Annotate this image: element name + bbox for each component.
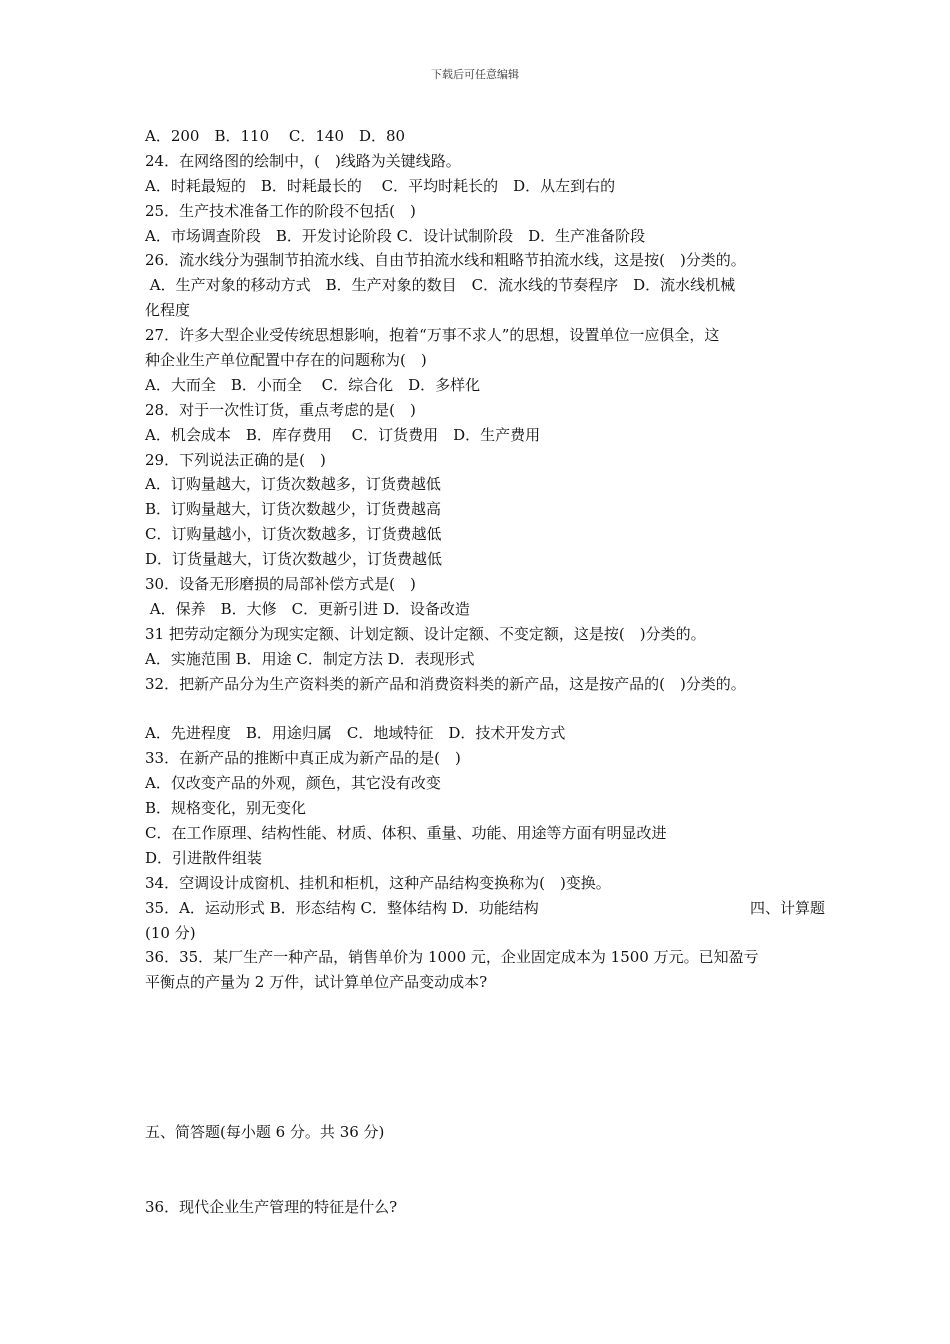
section-four-heading: 四、计算题 [749,898,825,917]
text-line: 29．下列说法正确的是( ) [145,450,326,469]
question-35-line [145,896,825,921]
text-line: A．订购量越大，订货次数越多，订货费越低 [145,475,441,494]
page-header: 下载后可任意编辑 [431,68,519,81]
text-line: A．200 B．110 C．140 D．80 [145,127,406,145]
text-line: (10 分) [145,923,196,942]
document-body [145,124,825,995]
text-line: A．生产对象的移动方式 B．生产对象的数目 C．流水线的节奏程序 D．流水线机械 [145,276,736,295]
text-line: 34．空调设计成窗机、挂机和柜机，这种产品结构变换称为( )变换。 [145,873,611,892]
text-line: 26．流水线分为强制节拍流水线、自由节拍流水线和粗略节拍流水线，这是按( )分类的。 [145,251,746,270]
blank-line [145,696,825,721]
text-line: 36．35．某厂生产一种产品，销售单价为 1000 元，企业固定成本为 1500 万元。已知盈亏 [145,948,759,967]
text-line: A．保养 B．大修 C．更新引进 D．设备改造 [145,599,470,618]
text-line: 31 把劳动定额分为现实定额、计划定额、设计定额、不变定额，这是按( )分类的。 [145,624,706,643]
text-line: A．先进程度 B．用途归属 C．地域特征 D．技术开发方式 [145,724,566,743]
text-line: A．实施范围 B．用途 C．制定方法 D．表现形式 [145,649,475,668]
text-line: 平衡点的产量为 2 万件，试计算单位产品变动成本? [145,973,488,992]
question-35-options: 35．A．运动形式 B．形态结构 C．整体结构 D．功能结构 [145,898,539,917]
text-line: 30．设备无形磨损的局部补偿方式是( ) [145,575,416,594]
text-line: A．机会成本 B．库存费用 C．订货费用 D．生产费用 [145,425,541,444]
text-line: B．订购量越大，订货次数越少，订货费越高 [145,500,442,519]
text-line: 25．生产技术准备工作的阶段不包括( ) [145,201,416,220]
text-line: 28．对于一次性订货，重点考虑的是( ) [145,400,416,419]
text-line: 27．许多大型企业受传统思想影响，抱着“万事不求人”的思想，设置单位一应俱全，这 [145,326,720,345]
text-line: A．市场调查阶段 B．开发讨论阶段 C．设计试制阶段 D．生产准备阶段 [145,226,646,245]
text-line: D．订货量越大，订货次数越少，订货费越低 [145,550,443,569]
text-line: C．订购量越小，订货次数越多，订货费越低 [145,525,442,544]
text-line: A．大而全 B．小而全 C．综合化 D．多样化 [145,375,481,394]
text-line: 24．在网络图的绘制中，( )线路为关键线路。 [145,151,461,170]
text-line: C．在工作原理、结构性能、材质、体积、重量、功能、用途等方面有明显改进 [145,823,667,842]
text-line: 33．在新产品的推断中真正成为新产品的是( ) [145,749,461,768]
text-line: A．时耗最短的 B．时耗最长的 C．平均时耗长的 D．从左到右的 [145,176,616,195]
text-line: 化程度 [145,301,191,320]
text-line: D．引进散件组装 [145,848,263,867]
section-five-heading: 五、简答题(每小题 6 分。共 36 分) [145,1123,385,1141]
text-line: A．仅改变产品的外观，颜色，其它没有改变 [145,774,441,793]
text-line: 种企业生产单位配置中存在的问题称为( ) [145,351,427,370]
text-line: B．规格变化，别无变化 [145,799,307,818]
question-36-text: 36．现代企业生产管理的特征是什么? [145,1198,398,1216]
text-line: 32．把新产品分为生产资料类的新产品和消费资料类的新产品，这是按产品的( )分类的。 [145,674,746,693]
